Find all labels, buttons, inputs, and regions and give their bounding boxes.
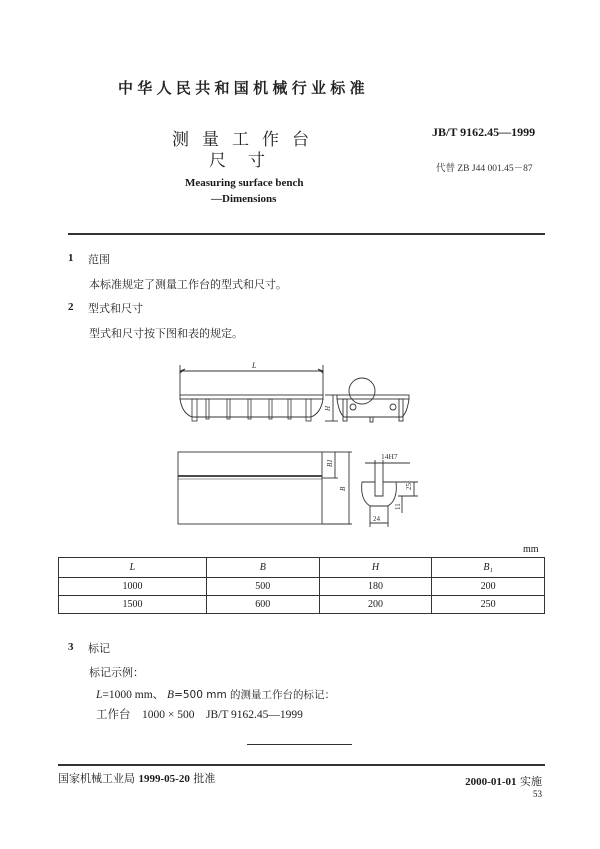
header-B1: B₁ (432, 558, 545, 578)
cell-L: 1500 (59, 596, 207, 614)
dim-11-label: 11 (394, 503, 402, 510)
cell-H: 180 (319, 578, 432, 596)
table-header-row (59, 558, 545, 578)
bench-drawing (170, 355, 430, 535)
section-1-number: 1 (68, 252, 74, 264)
cell-B1: 250 (432, 596, 545, 614)
page-number: 53 (533, 789, 542, 799)
section-1-text: 本标准规定了测量工作台的型式和尺寸。 (89, 278, 287, 291)
issuing-organization: 中华人民共和国机械行业标准 (118, 79, 369, 97)
header-rule (68, 233, 545, 235)
section-2-title: 型式和尺寸 (88, 302, 143, 315)
title-en-line1: Measuring surface bench (185, 177, 304, 189)
standard-number: JB/T 9162.45—1999 (432, 125, 536, 139)
dim-24-label: 24 (373, 515, 380, 523)
table-row (59, 596, 545, 614)
approval-info: 国家机械工业局 1999-05-20 批准 (58, 772, 216, 785)
title-en-line2: —Dimensions (211, 193, 277, 205)
title-cn-line2: 尺寸 (209, 151, 287, 171)
dim-H-label: H (324, 405, 332, 411)
dimensions-table (58, 557, 545, 614)
header-L: L (59, 558, 207, 578)
dim-14H7-label: 14H7 (381, 452, 398, 461)
cell-H: 200 (319, 596, 432, 614)
effective-info: 2000-01-01 实施 (465, 775, 542, 788)
replaces-standard: 代替 ZB J44 001.45－87 (436, 164, 533, 174)
cell-L: 1000 (59, 578, 207, 596)
end-rule (247, 744, 352, 745)
section-3-title: 标记 (88, 642, 110, 655)
table-row (59, 578, 545, 596)
cell-B1: 200 (432, 578, 545, 596)
dim-B-label: B (339, 486, 347, 491)
section-2-text: 型式和尺寸按下图和表的规定。 (89, 327, 243, 340)
footer-rule (58, 764, 545, 766)
marking-example: 工作台 1000 × 500 JB/T 9162.45—1999 (96, 709, 303, 721)
header-H: H (319, 558, 432, 578)
dim-B1-label: B1 (326, 459, 334, 467)
marking-example-label: 标记示例： (89, 666, 144, 679)
header-B: B (206, 558, 319, 578)
section-2-number: 2 (68, 301, 74, 313)
marking-example-condition: L=1000 mm、 B=500 mm 的测量工作台的标记： (96, 689, 336, 701)
section-1-title: 范围 (88, 253, 110, 266)
dim-L-label: L (252, 361, 257, 370)
cell-B: 500 (206, 578, 319, 596)
table-unit: mm (523, 544, 539, 555)
title-cn-line1: 测量工作台 (172, 130, 322, 150)
cell-B: 600 (206, 596, 319, 614)
section-3-number: 3 (68, 641, 74, 653)
dim-25-label: 25 (405, 483, 413, 490)
